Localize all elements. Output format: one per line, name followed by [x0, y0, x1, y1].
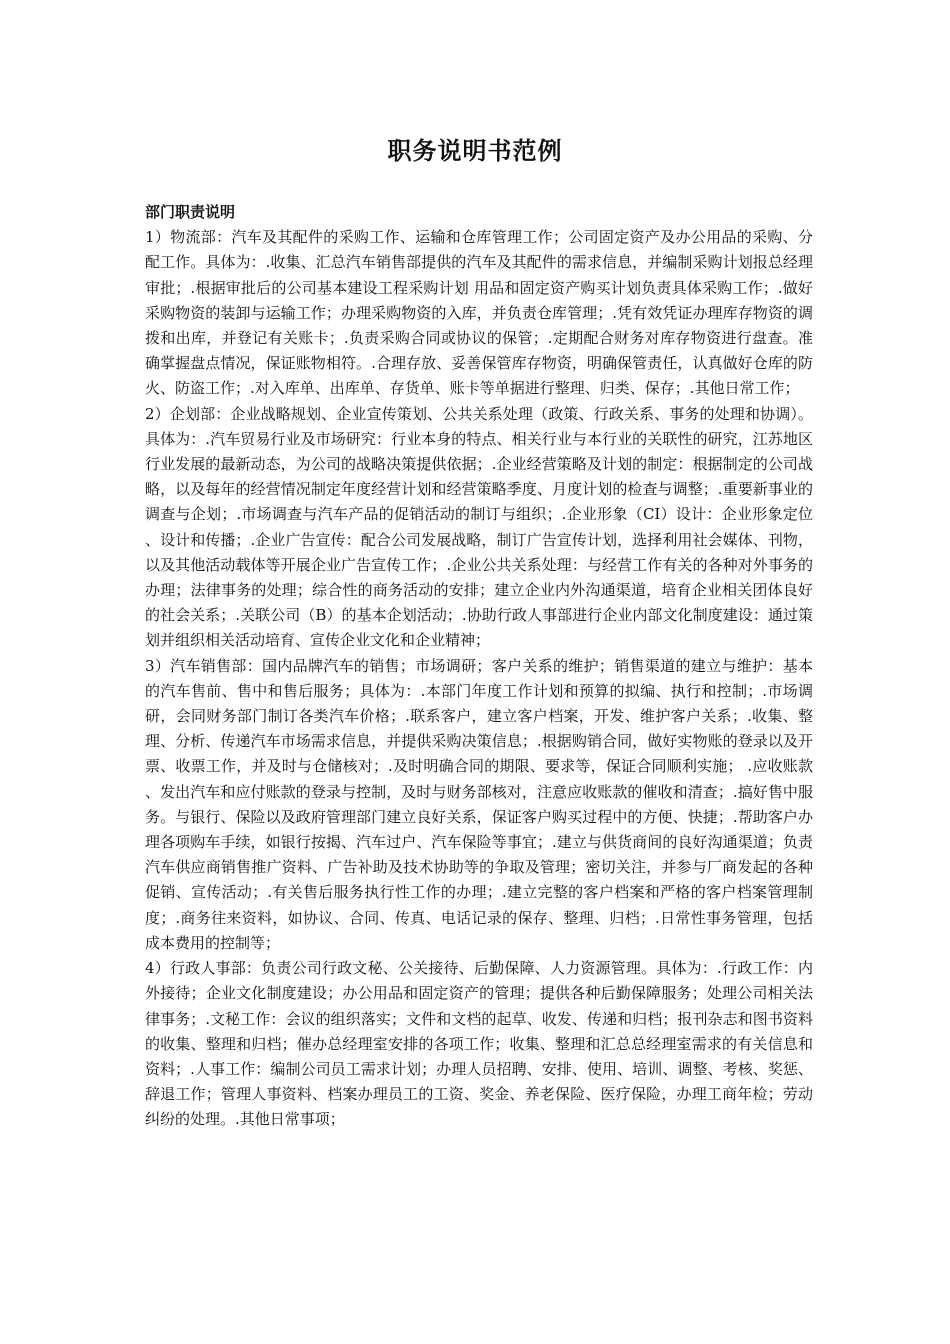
paragraph-planning: 2）企划部：企业战略规划、企业宣传策划、公共关系处理（政策、行政关系、事务的处理和协调）。具体为：.汽车贸易行业及市场研究：行业本身的特点、相关行业与本行业的关联性的研究，江苏地区行业发展的最新动态，为公司的战略决策提供依据；.企业经营策略及计划的制定：根据制定的公司战略，以及每年的经营情况制定年度经营计划和经营策略季度、月度计划的检查与调整；.重要新事业的调查与企划；.市场调查与汽车产品的促销活动的制订与组织；.企业形象（CI）设计：企业形象定位、设计和传播；.企业广告宣传：配合公司发展战略，制订广告宣传计划，选择利用社会媒体、刊物，以及其他活动载体等开展企业广告宣传工作；.企业公共关系处理：与经营工作有关的各种对外事务的办理；法律事务的处理；综合性的商务活动的安排；建立企业内外沟通渠道，培育企业相关团体良好的社会关系；.关联公司（B）的基本企划活动；.协助行政人事部进行企业内部文化制度建设：通过策划并组织相关活动培育、宣传企业文化和企业精神；: [145, 404, 813, 650]
paragraph-sales: 3）汽车销售部：国内品牌汽车的销售；市场调研；客户关系的维护；销售渠道的建立与维护：基本的汽车售前、售中和售后服务；具体为：.本部门年度工作计划和预算的拟编、执行和控制；.市场调研，会同财务部门制订各类汽车价格；.联系客户，建立客户档案，开发、维护客户关系；.收集、整理、分析、传递汽车市场需求信息，并提供采购决策信息；.根据购销合同，做好实物账的登录以及开票、收票工作，并及时与仓储核对；.及时明确合同的期限、要求等，保证合同顺利实施； .应收账款、发出汽车和应付账款的登录与控制，及时与财务部核对，注意应收账款的催收和清查；.搞好售中服务。与银行、保险以及政府管理部门建立良好关系，保证客户购买过程中的方便、快捷；.帮助客户办理各项购车手续，如银行按揭、汽车过户、汽车保险等事宜；.建立与供货商间的良好沟通渠道；负责汽车供应商销售推广资料、广告补助及技术协助等的争取及管理；密切关注，并参与厂商发起的各种促销、宣传活动；.有关售后服务执行性工作的办理；.建立完整的客户档案和严格的客户档案管理制度；.商务往来资料，如协议、合同、传真、电话记录的保存、整理、归档；.日常性事务管理，包括成本费用的控制等；: [145, 656, 813, 952]
document-title: 职务说明书范例: [387, 137, 563, 165]
section-heading: 部门职责说明: [145, 203, 236, 221]
paragraph-logistics: 1）物流部：汽车及其配件的采购工作、运输和仓库管理工作；公司固定资产及办公用品的采购、分配工作。具体为：.收集、汇总汽车销售部提供的汽车及其配件的需求信息，并编制采购计划报总经理审批；.根据审批后的公司基本建设工程采购计划 用品和固定资产购买计划负责具体采购工作；.做好采购物资的装卸与运输工作；办理采购物资的入库，并负责仓库管理；.凭有效凭证办理库存物资的调拨和出库，并登记有关账卡；.负责采购合同或协议的保管；.定期配合财务对库存物资进行盘查。准确掌握盘点情况，保证账物相符。.合理存放、妥善保管库存物资，明确保管责任，认真做好仓库的防火、防盗工作；.对入库单、出库单、存货单、账卡等单据进行整理、归类、保存；.其他日常工作；: [145, 228, 813, 398]
paragraph-admin-hr: 4）行政人事部：负责公司行政文秘、公关接待、后勤保障、人力资源管理。具体为：.行政工作：内外接待；企业文化制度建设；办公用品和固定资产的管理；提供各种后勤保障服务；处理公司相关法律事务；.文秘工作：会议的组织落实；文件和文档的起草、收发、传递和归档；报刊杂志和图书资料的收集、整理和归档；催办总经理室安排的各项工作；收集、整理和汇总总经理室需求的有关信息和资料；.人事工作：编制公司员工需求计划；办理人员招聘、安排、使用、培训、调整、考核、奖惩、辞退工作；管理人事资料、档案办理员工的工资、奖金、养老保险、医疗保险，办理工商年检；劳动纠纷的处理。.其他日常事项；: [145, 959, 813, 1129]
document-body: [145, 200, 813, 1133]
